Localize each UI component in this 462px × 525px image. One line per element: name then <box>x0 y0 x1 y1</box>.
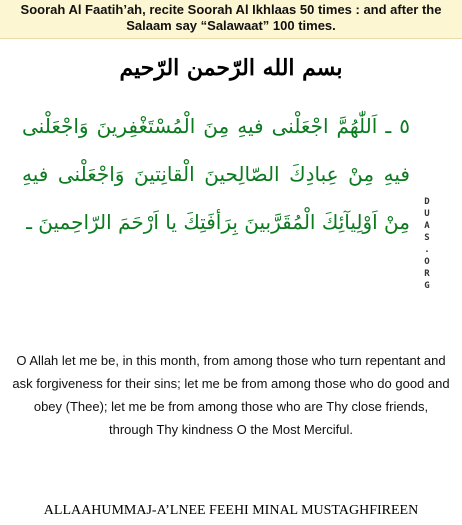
watermark-letter: A <box>424 221 430 231</box>
watermark-letter: U <box>424 209 430 219</box>
arabic-dua-text: ٥ ـ اَللّٰهُمَّ اجْعَلْنى فيهِ مِنَ الْمُسْتَغْفِرينَ وَاجْعَلْنى فيهِ مِنْ عِبادِكَ الصّالِحينَ الْقانِتينَ وَاجْعَلْنى فيهِ مِنْ اَوْلِيآئِكَ الْمُقَرَّبينَ بِرَأفَتِكَ يا اَرْحَمَ الرّاحِمينَ ـ <box>22 114 410 234</box>
instruction-banner <box>0 0 462 39</box>
watermark-letter: R <box>424 269 430 279</box>
english-translation: O Allah let me be, in this month, from among those who turn repentant and ask forgiveness for their sins; let me be from among those who do good and obey (Thee); let me be from among those who are Thy close friends, through Thy kindness O the Most Merciful. <box>12 353 450 437</box>
watermark-letter: O <box>424 257 430 267</box>
watermark-letter: . <box>424 245 430 255</box>
instruction-text: Soorah Al Faatih’ah, recite Soorah Al Ikhlaas 50 times : and after the Salaam say “Salawaat” 100 times. <box>20 2 442 33</box>
watermark-letter: S <box>424 233 430 243</box>
transliteration-text: ALLAAHUMMAJ-A’LNEE FEEHI MINAL MUSTAGHFIREEN <box>43 503 419 518</box>
duas-org-watermark <box>420 196 434 292</box>
watermark-letter: D <box>424 197 430 207</box>
watermark-letter: G <box>424 281 430 291</box>
bismillah-heading: بسم الله الرّحمن الرّحيم <box>119 55 343 81</box>
